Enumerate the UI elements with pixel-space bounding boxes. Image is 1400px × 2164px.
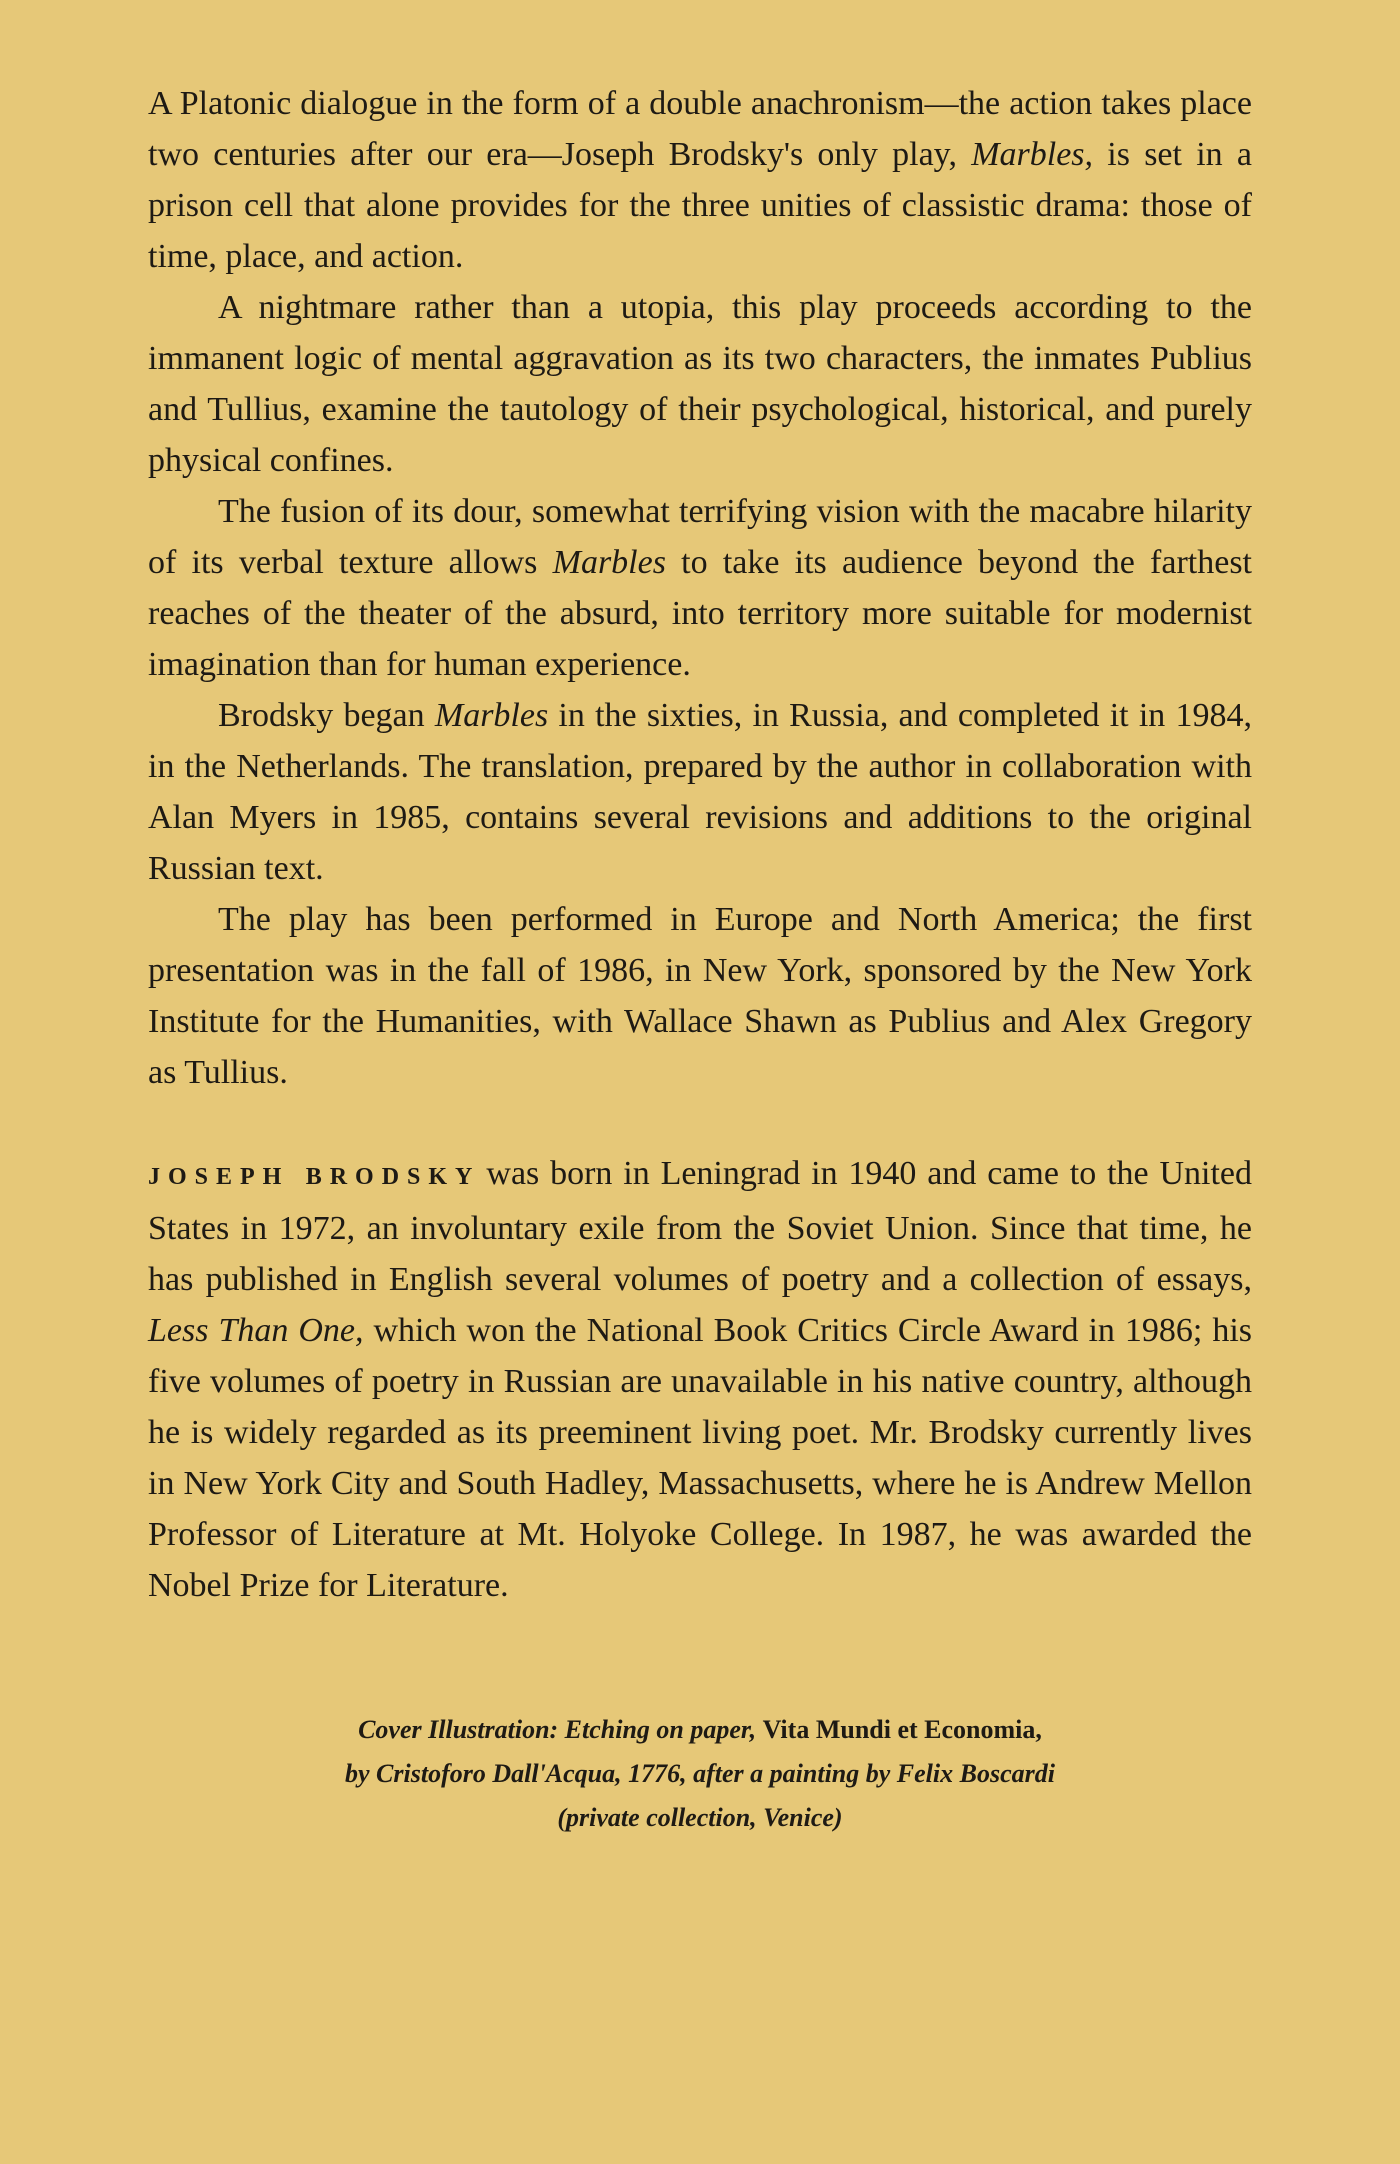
intro-paragraph-4	[148, 690, 1252, 894]
intro-paragraph-2: A nightmare rather than a utopia, this play proceeds according to the immanent logic of mental aggravation as its two characters, the inmates Publius and Tullius, examine the tautology of their psychological, historical, and purely physical confines.	[148, 289, 1252, 479]
bio-text-b: which won the National Book Critics Circle Award in 1986; his five volumes of poetry in Russian are unavailable in his native country, although he is widely regarded as its preeminent living poet. Mr. Brodsky currently lives in New York City and South Hadley, Massachusetts, where he is Andrew Mellon Professor of Literature at Mt. Holyoke College. In 1987, he was awarded the Nobel Prize for Literature.	[148, 1312, 1252, 1604]
author-name: JOSEPH BRODSKY	[148, 1164, 481, 1190]
cover-illustration-credit	[200, 1708, 1200, 1840]
bio-book-title: Less Than One,	[148, 1312, 364, 1349]
credit-line-3: (private collection, Venice)	[557, 1803, 843, 1832]
intro-paragraph-3	[148, 486, 1252, 690]
intro-p3-text-a: The fusion of its dour, somewhat terrifying vision with the macabre hilarity of its verbal texture allows	[148, 493, 1252, 581]
credit-artwork-title: Vita Mundi et Economia,	[762, 1715, 1042, 1744]
bio-paragraph	[148, 1148, 1252, 1611]
credit-line-1	[200, 1708, 1200, 1752]
intro-p1-text-b: is set in a prison cell that alone provides for the three unities of classistic drama: those of time, place, and action.	[148, 136, 1252, 275]
credit-label: Cover Illustration: Etching on paper,	[358, 1715, 757, 1744]
intro-p3-title: Marbles	[552, 544, 666, 581]
intro-p4-text-b: in the sixties, in Russia, and completed it in 1984, in the Netherlands. The translation, prepared by the author in collaboration with Alan Myers in 1985, contains several revisions and additions to the original Russian text.	[148, 697, 1252, 887]
intro-p4-title: Marbles	[434, 697, 549, 734]
bio-text-a: was born in Leningrad in 1940 and came to the United States in 1972, an involuntary exile from the Soviet Union. Since that time, he has published in English several volumes of poetry and a collection of essays,	[148, 1155, 1252, 1298]
credit-line-2: by Cristoforo Dall'Acqua, 1776, after a painting by Felix Boscardi	[345, 1759, 1055, 1788]
author-biography	[148, 1148, 1252, 1611]
intro-p1-title: Marbles,	[971, 136, 1094, 173]
play-description	[148, 78, 1252, 1098]
intro-p3-text-b: to take its audience beyond the farthest reaches of the theater of the absurd, into territory more suitable for modernist imagination than for human experience.	[148, 544, 1253, 683]
intro-p4-text-a: Brodsky began	[218, 697, 435, 734]
intro-paragraph-5: The play has been performed in Europe and North America; the first presentation was in the fall of 1986, in New York, sponsored by the New York Institute for the Humanities, with Wallace Shawn as Publius and Alex Gregory as Tullius.	[148, 901, 1252, 1091]
intro-paragraph-1	[148, 78, 1252, 282]
intro-p1-text-a: A Platonic dialogue in the form of a double anachronism—the action takes place two centuries after our era—Joseph Brodsky's only play,	[148, 85, 1252, 173]
